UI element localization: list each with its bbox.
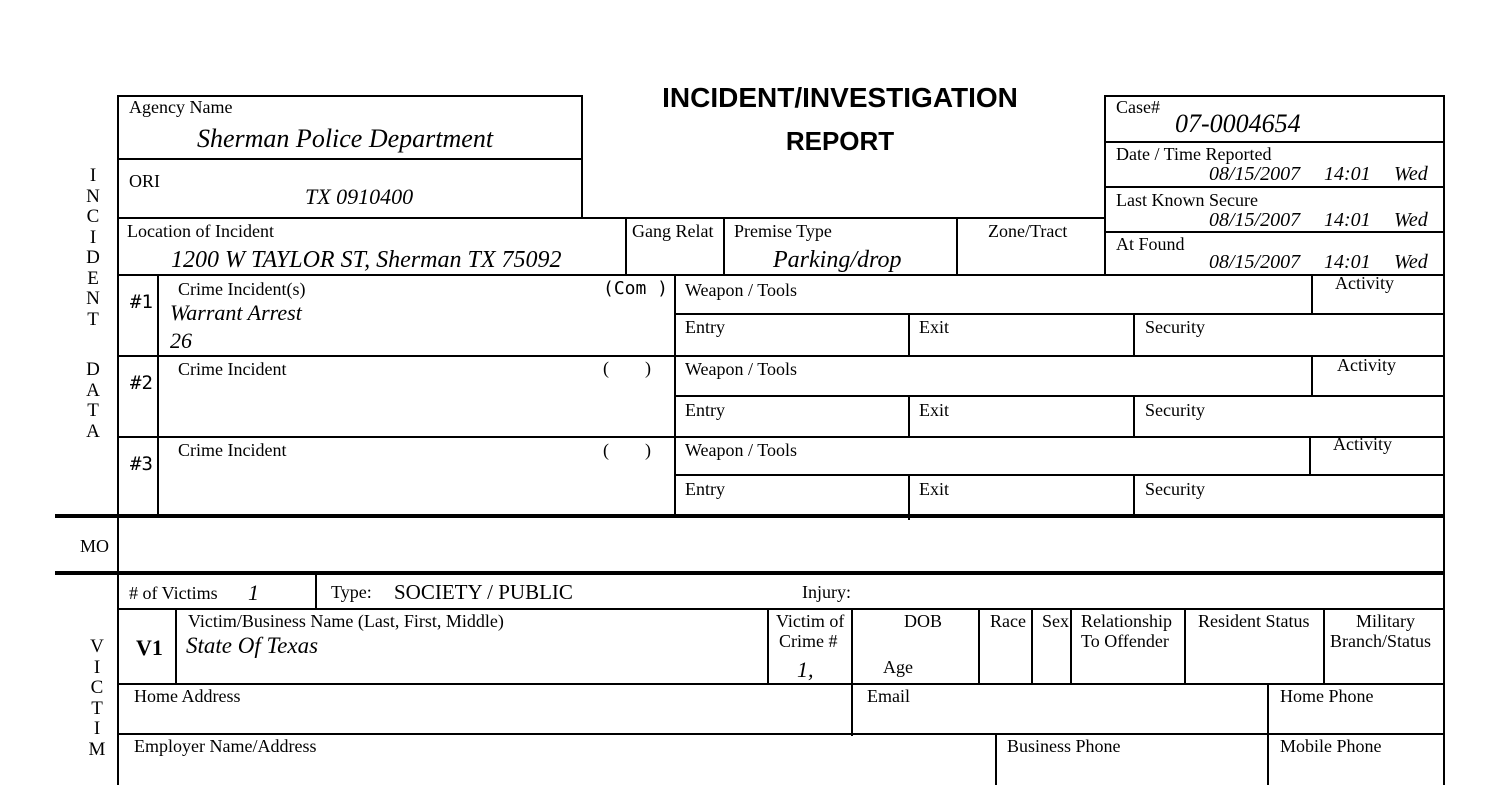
rule [1133, 395, 1135, 436]
rule [1031, 608, 1033, 683]
resident-status-label: Resident Status [1198, 611, 1310, 631]
military-label-2: Branch/Status [1330, 631, 1431, 651]
ori-label: ORI [129, 171, 160, 191]
side-letter: D [86, 359, 100, 380]
at-found-label: At Found [1116, 234, 1185, 254]
rule [117, 355, 1445, 357]
rule [625, 217, 627, 274]
rule [767, 608, 769, 683]
mo-field[interactable] [119, 518, 1443, 571]
side-letter: A [86, 420, 100, 442]
date-reported-time[interactable]: 14:01 [1324, 163, 1371, 185]
relationship-label-1: Relationship [1081, 611, 1172, 631]
email-label: Email [867, 686, 910, 706]
side-letter: V [90, 636, 104, 657]
side-letter: M [88, 738, 106, 760]
date-reported-day[interactable]: Wed [1394, 163, 1428, 185]
premise-type-label: Premise Type [734, 221, 832, 241]
crime-2-number: #2 [130, 372, 153, 394]
crime-1-number: #1 [130, 291, 153, 313]
crime-1-value-line2[interactable]: 26 [170, 328, 192, 353]
rule [175, 608, 177, 683]
agency-name-label: Agency Name [129, 97, 233, 117]
victim-name-label: Victim/Business Name (Last, First, Middle) [188, 611, 504, 631]
rule [908, 395, 910, 436]
side-letter: I [93, 656, 101, 678]
rule [1323, 608, 1325, 683]
last-known-secure-label: Last Known Secure [1116, 190, 1258, 210]
side-letter: T [87, 400, 99, 421]
date-reported-label: Date / Time Reported [1116, 144, 1272, 164]
crime-3-label: Crime Incident [178, 440, 287, 460]
victim-of-crime-label-1: Victim of [776, 611, 845, 631]
last-known-secure-day[interactable]: Wed [1394, 209, 1428, 231]
gang-related-label: Gang Relat [632, 221, 714, 241]
rule [1104, 186, 1445, 188]
case-number-value[interactable]: 07-0004654 [1175, 109, 1301, 138]
rule [117, 683, 1445, 685]
rule [723, 217, 725, 274]
rule [315, 575, 317, 608]
side-letter: I [89, 165, 97, 186]
rule [1309, 436, 1311, 476]
business-phone-label: Business Phone [1007, 736, 1121, 756]
crime-3-paren: ( ) [603, 440, 651, 460]
report-title-line2: REPORT [785, 126, 895, 156]
crime-1-entry-label: Entry [685, 317, 725, 337]
rule [1104, 231, 1445, 233]
victim-count-value[interactable]: 1 [248, 580, 259, 605]
rule [1443, 95, 1445, 785]
date-reported-date[interactable]: 08/15/2007 [1209, 163, 1301, 185]
crime-1-value-line1[interactable]: Warrant Arrest [170, 300, 302, 325]
victim-type-value[interactable]: SOCIETY / PUBLIC [394, 580, 573, 604]
ori-value[interactable]: TX 0910400 [305, 184, 414, 209]
crime-3-exit-label: Exit [919, 479, 949, 499]
rule [1311, 355, 1313, 395]
side-letter: A [86, 379, 100, 401]
rule [117, 95, 119, 785]
side-letter: C [90, 677, 104, 698]
crime-2-exit-label: Exit [919, 400, 949, 420]
rule [978, 608, 980, 683]
race-label: Race [990, 611, 1026, 631]
report-title-line1: INCIDENT/INVESTIGATION [662, 82, 1018, 113]
case-label: Case# [1116, 97, 1160, 117]
crime-1-exit-label: Exit [919, 317, 949, 337]
side-label-data [82, 360, 104, 442]
victim-of-crime-label-2: Crime # [779, 631, 838, 651]
employer-label: Employer Name/Address [134, 736, 317, 756]
crime-3-weapon-label: Weapon / Tools [685, 440, 797, 460]
at-found-date[interactable]: 08/15/2007 [1209, 251, 1301, 273]
victim-id: V1 [136, 635, 163, 660]
at-found-time[interactable]: 14:01 [1324, 251, 1371, 273]
side-letter: N [86, 185, 100, 207]
agency-name-value[interactable]: Sherman Police Department [197, 124, 494, 153]
rule [1311, 274, 1313, 313]
crime-2-security-label: Security [1145, 400, 1205, 420]
crime-3-number: #3 [130, 453, 153, 475]
rule [1184, 608, 1186, 683]
dob-label: DOB [904, 611, 943, 631]
crime-1-activity-label: Activity [1335, 273, 1394, 293]
rule [1070, 608, 1072, 683]
last-known-secure-time[interactable]: 14:01 [1324, 209, 1371, 231]
rule [851, 608, 853, 736]
crime-2-entry-label: Entry [685, 400, 725, 420]
mobile-phone-label: Mobile Phone [1280, 736, 1382, 756]
crime-2-weapon-label: Weapon / Tools [685, 359, 797, 379]
age-label: Age [883, 657, 913, 677]
rule [1267, 683, 1269, 785]
crime-3-entry-label: Entry [685, 479, 725, 499]
rule [117, 274, 1445, 276]
military-label-1: Military [1356, 611, 1415, 631]
side-letter: C [86, 206, 100, 227]
rule [674, 395, 1445, 397]
rule [581, 95, 583, 218]
crime-1-weapon-label: Weapon / Tools [685, 280, 797, 300]
home-address-label: Home Address [134, 686, 241, 706]
crime-2-activity-label: Activity [1337, 355, 1396, 375]
side-letter: I [89, 226, 97, 248]
rule [674, 313, 1445, 315]
crime-1-security-label: Security [1145, 317, 1205, 337]
home-phone-label: Home Phone [1280, 686, 1374, 706]
rule [1104, 141, 1445, 143]
side-letter: D [86, 247, 100, 268]
sex-label: Sex [1042, 611, 1069, 631]
rule [157, 274, 159, 518]
crime-2-paren: ( ) [603, 358, 651, 378]
victim-of-crime-value[interactable]: 1, [797, 657, 814, 682]
side-letter: E [87, 267, 99, 289]
crime-2-label: Crime Incident [178, 359, 287, 379]
crime-3-security-label: Security [1145, 479, 1205, 499]
crime-3-activity-label: Activity [1333, 434, 1392, 454]
side-label-incident [82, 166, 104, 330]
premise-type-value[interactable]: Parking/drop [773, 247, 902, 273]
rule [1133, 474, 1135, 516]
location-label: Location of Incident [127, 221, 274, 241]
relationship-label-2: To Offender [1081, 631, 1169, 651]
rule [117, 608, 1445, 610]
rule [995, 733, 997, 785]
side-letter: T [87, 308, 99, 330]
rule [117, 733, 1445, 735]
victim-type-label: Type: [331, 582, 372, 602]
injury-label: Injury: [802, 582, 851, 602]
side-letter: T [91, 697, 103, 719]
side-letter: I [93, 718, 101, 739]
zone-tract-label: Zone/Tract [988, 221, 1068, 241]
last-known-secure-date[interactable]: 08/15/2007 [1209, 209, 1301, 231]
rule [674, 474, 1445, 476]
rule [1133, 313, 1135, 355]
rule [117, 158, 582, 160]
victim-count-label: # of Victims [129, 583, 218, 603]
side-label-victim [86, 637, 108, 760]
victim-name-value[interactable]: State Of Texas [186, 633, 319, 658]
rule [908, 313, 910, 355]
side-letter: N [86, 288, 100, 309]
crime-1-label: Crime Incident(s) [178, 279, 306, 299]
rule [1104, 95, 1106, 275]
at-found-day[interactable]: Wed [1394, 251, 1428, 273]
rule [956, 217, 958, 274]
side-label-mo: MO [80, 536, 110, 556]
rule [117, 436, 1445, 438]
location-value[interactable]: 1200 W TAYLOR ST, Sherman TX 75092 [171, 247, 562, 273]
crime-1-paren: (Com ) [603, 278, 669, 299]
rule [55, 571, 1445, 575]
